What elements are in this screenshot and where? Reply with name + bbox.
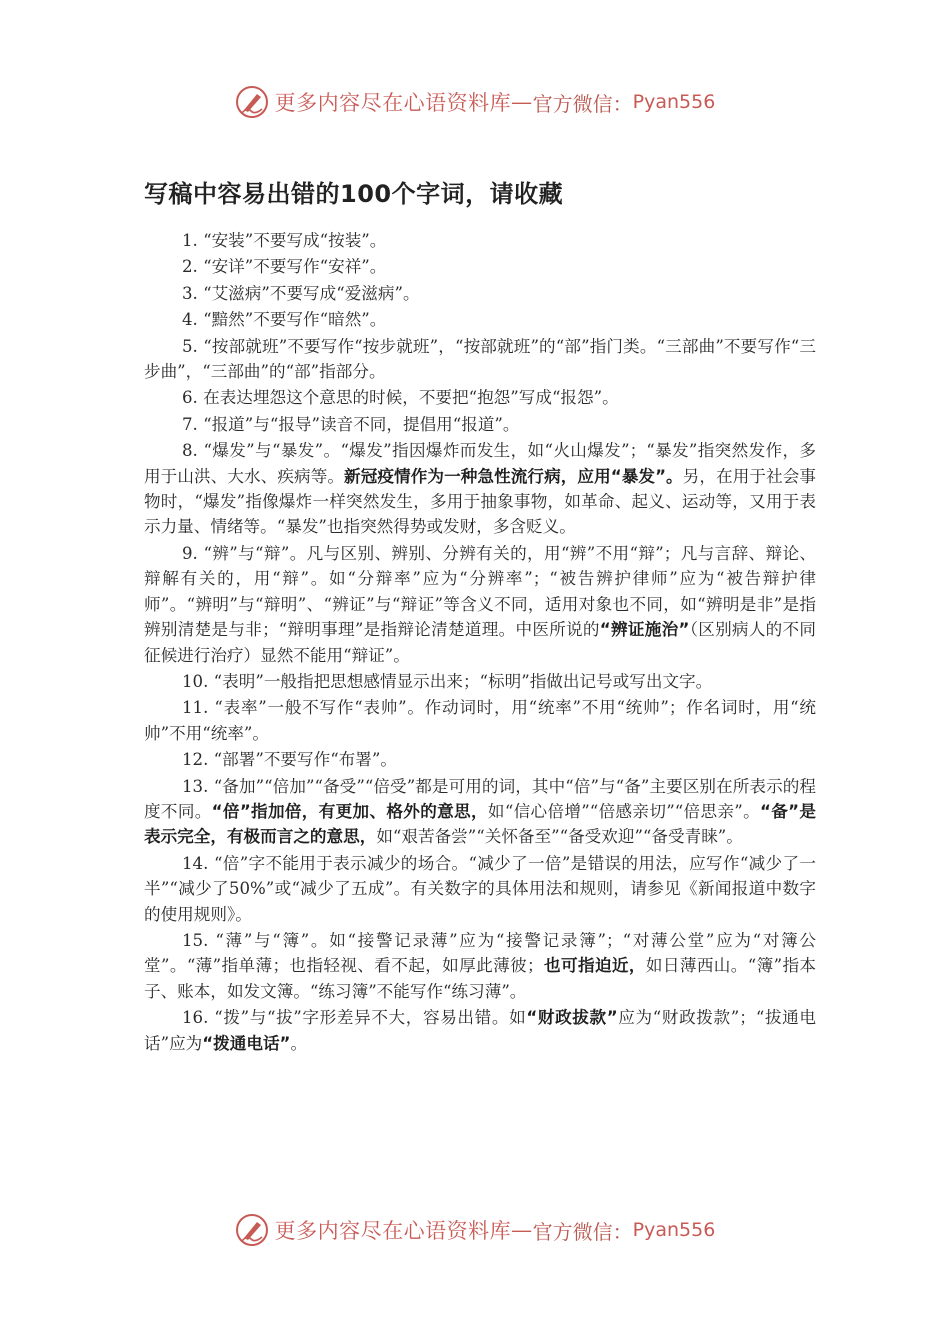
bold-text: 新冠疫情作为一种急性流行病，应用“暴发”。 <box>344 466 683 486</box>
text-segment: 8. “爆发”与“暴发”。“爆发”指因爆炸而发生，如“火山爆发”；“暴发”指突然发作，多用于山洪、大水、疾病等。 <box>144 441 816 486</box>
text-segment: 11. “表率”一般不写作“表帅”。作动词时，用“统率”不用“统帅”；作名词时，用“统帅”不用“统率”。 <box>144 698 816 743</box>
text-segment: 如日薄西山。“簿”指本子、账本，如发文簿。“练习簿”不能写作“练习薄”。 <box>144 956 817 1001</box>
list-item <box>144 774 816 850</box>
footer-banner <box>0 1208 950 1252</box>
text-segment: （区别病人的不同征候进行治疗）显然不能用“辩证”。 <box>144 620 816 665</box>
text-segment: 。 <box>290 1033 308 1053</box>
text-segment: 14. “倍”字不能用于表示减少的场合。“减少了一倍”是错误的用法，应写作“减少了一半”“减少了50%”或“减少了五成”。有关数字的具体用法和规则，请参见《新闻报道中数字的使用规则》。 <box>144 853 816 924</box>
list-item <box>144 1005 816 1056</box>
list-item <box>144 385 816 410</box>
list-item <box>144 438 816 540</box>
list-item <box>144 928 816 1004</box>
list-item <box>144 669 816 694</box>
text-segment: 如“信心倍增”“倍感亲切”“倍思亲”。 <box>487 801 761 821</box>
bold-text: “备”是表示完全，有极而言之的意思， <box>144 801 817 847</box>
banner-wechat-label: 官方微信： <box>532 1219 633 1244</box>
text-segment: 1. “安装”不要写成“按装”。 <box>182 231 387 250</box>
list-item <box>144 412 816 437</box>
list-item <box>144 228 816 253</box>
text-segment: 12. “部署”不要写作“布署”。 <box>182 750 397 770</box>
bold-text: “财政拔款” <box>526 1008 618 1028</box>
list-item <box>144 695 816 746</box>
text-segment: 4. “黯然”不要写作“暗然”。 <box>182 310 387 330</box>
bold-text: 也可指迫近， <box>543 956 646 976</box>
list-item <box>144 307 816 332</box>
pen-logo-icon <box>235 1213 269 1247</box>
banner-slogan: 更多内容尽在心语资料库 <box>274 1219 512 1243</box>
list-item <box>144 334 816 385</box>
text-segment: 16. “拨”与“拔”字形差异不大，容易出错。如 <box>182 1008 527 1028</box>
text-segment: 如“艰苦备尝”“关怀备至”“备受欢迎”“备受青睐”。 <box>376 827 743 847</box>
pen-logo-icon <box>235 85 269 119</box>
page-title: 写稿中容易出错的100个字词，请收藏 <box>144 180 564 208</box>
banner-wechat-label: 官方微信： <box>532 91 633 116</box>
text-segment: 15. “薄”与“簿”。如“接警记录薄”应为“接警记录簿”；“对薄公堂”应为“对簿公堂”。“薄”指单薄；也指轻视、看不起，如厚此薄彼； <box>144 930 816 976</box>
text-segment: 9. “辨”与“辩”。凡与区别、辨别、分辨有关的，用“辨”不用“辩”；凡与言辞、辩论、辩解有关的，用“辩”。如“分辩率”应为“分辨率”；“被告辨护律师”应为“被告辩护律师”。“辨明”与“辩明”、“辨证”与“辩证”等含义不同，适用对象也不同，如“辨明是非”是指辨别清楚是与非；“辩明事理”是指辩论清楚道理。中医所说的 <box>144 543 816 640</box>
text-segment: 10. “表明”一般指把思想感情显示出来；“标明”指做出记号或写出文字。 <box>182 671 713 691</box>
banner-dash: — <box>511 1218 533 1242</box>
bold-text: “辨证施治” <box>599 620 690 640</box>
bold-text: “倍”指加倍，有更加、格外的意思， <box>211 801 488 821</box>
text-segment: 3. “艾滋病”不要写成“爱滋病”。 <box>182 283 420 303</box>
bold-text: “拨通电话” <box>202 1033 291 1053</box>
header-banner <box>0 80 950 124</box>
text-segment: 应为“财政拨款”；“拔通电话”应为 <box>144 1008 816 1053</box>
text-segment: 7. “报道”与“报导”读音不同，提倡用“报道”。 <box>182 414 520 434</box>
banner-slogan: 更多内容尽在心语资料库 <box>274 91 512 115</box>
banner-wechat-id: Pyan556 <box>632 1219 716 1241</box>
text-segment: 2. “安详”不要写作“安祥”。 <box>182 257 387 277</box>
list-item <box>144 254 816 279</box>
list-item <box>144 851 816 927</box>
banner-wechat-id: Pyan556 <box>632 91 716 113</box>
list-item <box>144 281 816 306</box>
text-segment: 6. 在表达埋怨这个意思的时候，不要把“抱怨”写成“报怨”。 <box>182 388 619 408</box>
text-segment: 另，在用于社会事物时，“爆发”指像爆炸一样突然发生，多用于抽象事物，如革命、起义、运动等，又用于表示力量、情绪等。“暴发”也指突然得势或发财，多含贬义。 <box>144 466 817 537</box>
list-item <box>144 541 816 668</box>
article-body <box>144 228 816 1057</box>
banner-dash: — <box>511 90 533 114</box>
text-segment: 5. “按部就班”不要写作“按步就班”，“按部就班”的“部”指门类。“三部曲”不要写作“三步曲”，“三部曲”的“部”指部分。 <box>144 336 816 382</box>
text-segment: 13. “备加”“倍加”“备受”“倍受”都是可用的词，其中“倍”与“备”主要区别在所表示的程度不同。 <box>144 776 816 821</box>
list-item <box>144 747 816 772</box>
